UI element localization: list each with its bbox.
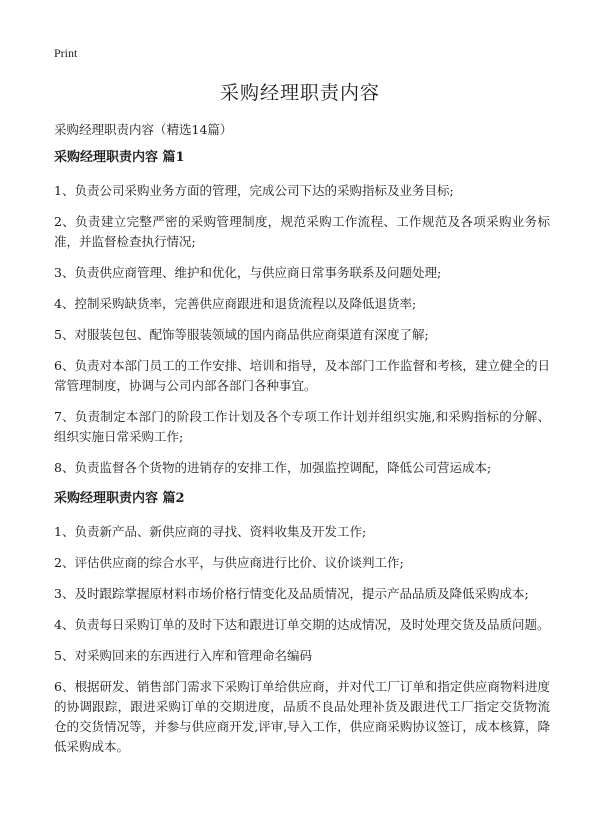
list-item: 3、负责供应商管理、维护和优化，与供应商日常事务联系及问题处理; bbox=[54, 265, 442, 280]
list-item: 1、负责公司采购业务方面的管理，完成公司下达的采购指标及业务目标; bbox=[54, 183, 454, 198]
document-body bbox=[54, 148, 550, 768]
list-item: 7、负责制定本部门的阶段工作计划及各个专项工作计划并组织实施,和采购指标的分解、组织实施日常采购工作; bbox=[54, 409, 550, 444]
page-title: 采购经理职责内容 bbox=[219, 82, 380, 104]
list-item: 2、负责建立完整严密的采购管理制度，规范采购工作流程、工作规范及各项采购业务标准，并监督检查执行情况; bbox=[54, 214, 550, 249]
document-subtitle: 采购经理职责内容（精选14篇） bbox=[54, 122, 233, 137]
section-heading: 采购经理职责内容 篇1 bbox=[54, 150, 185, 165]
list-item: 2、评估供应商的综合水平，与供应商进行比价、议价谈判工作; bbox=[54, 555, 404, 570]
list-item: 4、控制采购缺货率，完善供应商跟进和退货流程以及降低退货率; bbox=[54, 296, 417, 311]
list-item: 3、及时跟踪掌握原材料市场价格行情变化及品质情况，提示产品品质及降低采购成本; bbox=[54, 586, 529, 601]
list-item: 1、负责新产品、新供应商的寻找、资料收集及开发工作; bbox=[54, 524, 367, 539]
section-2 bbox=[54, 489, 550, 757]
section-heading: 采购经理职责内容 篇2 bbox=[54, 491, 185, 506]
list-item: 6、负责对本部门员工的工作安排、培训和指导，及本部门工作监督和考核，建立健全的日常管理制度，协调与公司内部各部门各种事宜。 bbox=[54, 358, 550, 393]
list-item: 6、根据研发、销售部门需求下采购订单给供应商，并对代工厂订单和指定供应商物料进度的协调跟踪，跟进采购订单的交期进度，品质不良品处理补货及跟进代工厂指定交货物流仓的交货情况等，并参与供应商开发,评审,导入工作，供应商采购协议签订，成本核算，降低采购成本。 bbox=[54, 679, 550, 754]
list-item: 5、对服装包包、配饰等服装领域的国内商品供应商渠道有深度了解; bbox=[54, 327, 429, 342]
print-link[interactable]: Print bbox=[54, 46, 78, 60]
list-item: 5、对采购回来的东西进行入库和管理命名编码 bbox=[54, 648, 312, 663]
section-1 bbox=[54, 148, 550, 478]
list-item: 4、负责每日采购订单的及时下达和跟进订单交期的达成情况，及时处理交货及品质问题。 bbox=[54, 617, 550, 632]
list-item: 8、负责监督各个货物的进销存的安排工作，加强监控调配，降低公司营运成本; bbox=[54, 460, 492, 475]
